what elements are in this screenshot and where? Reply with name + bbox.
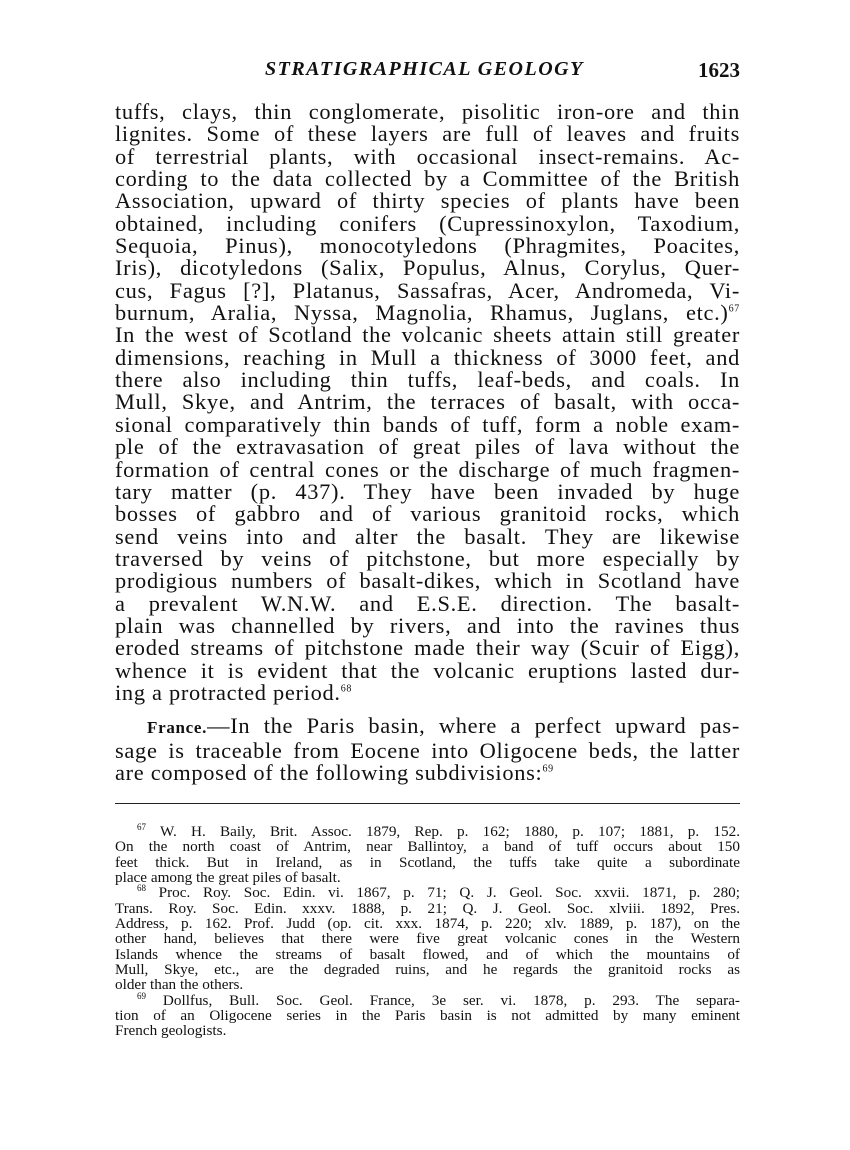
- footnote-line: [115, 821, 740, 840]
- text-line: formation of central cones or the discharge of much fragmen-: [115, 456, 740, 482]
- footnote-ref-68[interactable]: 68: [340, 683, 353, 695]
- paragraph-france: [115, 715, 740, 784]
- footnote-ref-69[interactable]: 69: [542, 763, 554, 775]
- text-fragment: Proc. Roy. Soc. Edin. vi. 1867, p. 71; Q. J. Geol. Soc. xxvii. 1871, p. 280;: [158, 884, 740, 902]
- text-line: plain was channelled by rivers, and into the ravines thus: [115, 612, 740, 638]
- text-line-with-ref: [115, 679, 740, 705]
- text-line-with-ref: [115, 302, 740, 324]
- footnote-68: [115, 885, 740, 992]
- text-line: Iris), dicotyledons (Salix, Populus, Alnus, Corylus, Quer-: [115, 255, 740, 281]
- text-line: of terrestrial plants, with occasional insect-remains. Ac-: [115, 143, 740, 169]
- text-line: there also including thin tuffs, leaf-beds, and coals. In: [115, 367, 740, 393]
- main-text: [115, 101, 740, 784]
- footnote-line: Mull, Skye, etc., are the degraded ruins, and he regards the granitoid rocks as: [115, 961, 740, 979]
- footnote-line: place among the great piles of basalt.: [115, 869, 341, 887]
- text-fragment: —In the Paris basin, where a perfect upward pas-: [207, 713, 740, 739]
- footnote-line: French geologists.: [115, 1022, 227, 1040]
- text-line: eroded streams of pitchstone made their way (Scuir of Eigg),: [115, 635, 740, 661]
- footnote-ref-67[interactable]: 67: [728, 303, 740, 315]
- text-line: In the west of Scotland the volcanic sheets attain still greater: [115, 322, 740, 348]
- text-line: prodigious numbers of basalt-dikes, which in Scotland have: [115, 568, 740, 594]
- text-line: lignites. Some of these layers are full of leaves and fruits: [115, 121, 740, 147]
- text-line: Sequoia, Pinus), monocotyledons (Phragmites, Poacites,: [115, 233, 740, 259]
- footnote-67: [115, 821, 740, 887]
- text-line: ple of the extravasation of great piles of lava without the: [115, 434, 740, 460]
- footnote-line: Address, p. 162. Prof. Judd (op. cit. xxx. 1874, p. 220; xlv. 1889, p. 187), on the: [115, 915, 740, 933]
- text-line: sage is traceable from Eocene into Oligocene beds, the latter: [115, 737, 740, 763]
- text-line: tary matter (p. 437). They have been invaded by huge: [115, 478, 740, 504]
- footnote-divider: [115, 803, 740, 804]
- footnote-mark: 68: [137, 883, 146, 894]
- text-line: Mull, Skye, and Antrim, the terraces of basalt, with occa-: [115, 389, 740, 415]
- page-header: [115, 58, 740, 88]
- text-line: a prevalent W.N.W. and E.S.E. direction. The basalt-: [115, 590, 740, 616]
- text-line: cording to the data collected by a Committee of the British: [115, 166, 740, 192]
- run-in-heading: France.: [147, 718, 208, 738]
- footnote-line: feet thick. But in Ireland, as in Scotland, the tuffs take quite a subordinate: [115, 853, 740, 871]
- text-line: send veins into and alter the basalt. They are likewise: [115, 523, 740, 549]
- text-line-with-heading: [115, 715, 740, 739]
- running-title: STRATIGRAPHICAL GEOLOGY: [265, 58, 584, 80]
- footnote-line: Islands whence the streams of basalt flowed, and of which the mountains of: [115, 945, 740, 963]
- text-fragment: are composed of the following subdivisions:: [115, 759, 543, 785]
- text-fragment: W. H. Baily, Brit. Assoc. 1879, Rep. p. 162; 1880, p. 107; 1881, p. 152.: [160, 823, 740, 840]
- footnote-line: tion of an Oligocene series in the Paris basin is not admitted by many eminent: [115, 1007, 740, 1025]
- footnote-mark: 69: [137, 990, 146, 1001]
- footnote-line: [115, 990, 740, 1009]
- text-line: tuffs, clays, thin conglomerate, pisolitic iron-ore and thin: [115, 99, 740, 124]
- text-line: sional comparatively thin bands of tuff, form a noble exam-: [115, 411, 740, 437]
- page-number: 1623: [698, 58, 740, 82]
- text-line: dimensions, reaching in Mull a thickness of 3000 feet, and: [115, 344, 740, 370]
- footnote-line: Trans. Roy. Soc. Edin. xxxv. 1888, p. 21; Q. J. Geol. Soc. xlviii. 1892, Pres.: [115, 899, 740, 917]
- footnote-line: [115, 885, 740, 900]
- footnote-69: [115, 990, 740, 1040]
- footnotes: [115, 821, 740, 1040]
- footnote-line: older than the others.: [115, 976, 244, 994]
- text-line: Association, upward of thirty species of plants have been: [115, 188, 740, 214]
- text-line-with-ref: [115, 759, 740, 785]
- paragraph-scotland: [115, 101, 740, 704]
- text-fragment: ing a protracted period.: [115, 679, 341, 705]
- footnote-line: On the north coast of Antrim, near Ballintoy, a band of tuff occurs about 150: [115, 838, 740, 856]
- text-fragment: Dollfus, Bull. Soc. Geol. France, 3e ser. vi. 1878, p. 293. The separa-: [162, 991, 740, 1009]
- footnote-line: other hand, believes that there were five great volcanic cones in the Western: [115, 930, 740, 948]
- text-line: whence it is evident that the volcanic eruptions lasted dur-: [115, 657, 740, 683]
- footnote-mark: 67: [137, 821, 146, 832]
- text-line: obtained, including conifers (Cupressinoxylon, Taxodium,: [115, 210, 740, 236]
- text-line: cus, Fagus [?], Platanus, Sassafras, Acer, Andromeda, Vi-: [115, 277, 740, 303]
- text-line: traversed by veins of pitchstone, but more especially by: [115, 545, 740, 571]
- text-line: bosses of gabbro and of various granitoid rocks, which: [115, 501, 740, 527]
- text-fragment: burnum, Aralia, Nyssa, Magnolia, Rhamus, Juglans, etc.): [115, 300, 729, 326]
